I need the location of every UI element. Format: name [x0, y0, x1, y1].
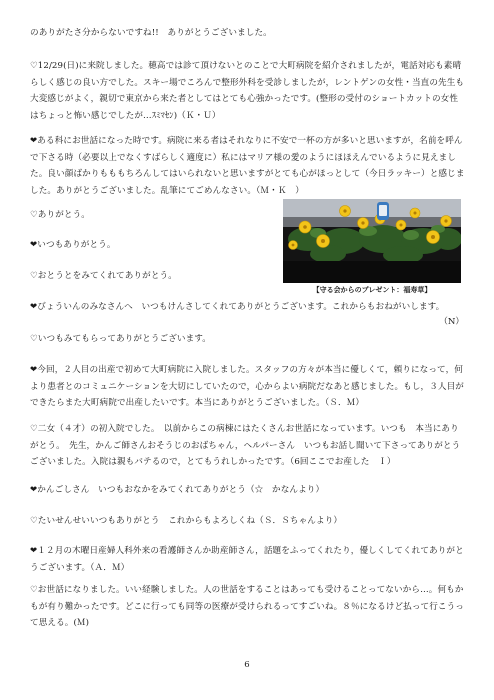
comment-mitemoratte: ♡いつもみてもらってありがとうございます。: [30, 334, 211, 344]
page-number: 6: [244, 660, 250, 670]
comment-am: ❤１２月の木曜日産婦人科外来の看護師さんか助産師さん，話題をふってくれたり，優しくしてくれてありがとうございます。（Ａ．Ｍ）: [30, 546, 464, 573]
comment-mk: ❤ある科にお世話になった時です。病院に来る者はそれなりに不安で一杯の方が多いと思いますが，名前を呼んで下さる時（必要以上でなくすばらしく適度に）私にはマリア様の愛のようにほほえんでいるように見えました。良い顔ばかりもももちろんしてはいられないと思いますがとても心がほっとして（今日ラッキー）と感じました。ありがとうございました。乱筆にてごめんなさい。（Ｍ・Ｋ ）: [30, 136, 465, 196]
comment-kanan: ❤かんごしさん いつもおなかをみてくれてありがとう（☆ かなんより）: [30, 485, 325, 495]
signature-n: （N）: [439, 317, 464, 327]
photo-caption: 【守る会からのプレゼント：福寿草】: [312, 286, 432, 294]
comment-ss-chan: ♡たいせんせいいつもありがとう これからもよろしくね（Ｓ．Ｓちゃんより）: [30, 516, 343, 526]
paragraph-continuation: のありがたさ分からないですね!! ありがとうございました。: [30, 28, 272, 38]
flower-pot-image: [283, 199, 461, 283]
comment-m-experience: ♡お世話になりました。いい経験しました。人の世話をすることはあっても受けることってないから…。何もかもが有り難かったです。どこに行っても同等の医療が受けられるってすごいね。８％になるけど払って行こうって思える。(Ｍ): [30, 585, 465, 628]
fukujusou-photo: [283, 199, 461, 283]
comment-arigatou: ♡ありがとう。: [30, 210, 90, 220]
comment-ku: ♡12/29(日)に来院しました。穂高では診て頂けないとのことで大町病院を紹介されましたが，電話対応も素晴らしく感じの良い方でした。スキー場でころんで整形外科を受診しましたが，レントゲンの女性・当直の先生も大変感じがよく，親切で東京から来た者としてはとても心強かったです。(整形の受付のショートカットの女性はちょっと怖い感じでしたが…ｽﾐﾏｾﾝ)（Ｋ・Ｕ）: [30, 61, 465, 121]
comment-itsumo: ❤いつもありがとう。: [30, 240, 116, 250]
comment-i-second-daughter: ♡二女（４才）の初入院でした。 以前からこの病棟にはたくさんお世話になっています。いつも 本当にありがとう。 先生，かんご師さんおそうじのおばちゃん，ヘルパーさん いつもお話し聞いて下さってありがとうございました。入院は親もバテるので，とてもうれしかったです。（6回ここでお産した Ｉ）: [30, 424, 461, 467]
comment-otouto: ♡おとうとをみてくれてありがとう。: [30, 271, 177, 281]
comment-sm-birth: ❤今回，２人目の出産で初めて大町病院に入院しました。スタッフの方々が本当に優しくて，頼りになって，何より患者とのコミュニケーションを大切にしていたので，心からよい病院だなあと感じました。もし，３人目ができたらまた大町病院で出産したいです。本当にありがとうございました。（Ｓ．Ｍ）: [30, 365, 465, 408]
comment-kensa: ❤びょういんのみなさんへ いつもけんさしてくれてありがとうございます。これからもおねがいします。: [30, 302, 445, 312]
